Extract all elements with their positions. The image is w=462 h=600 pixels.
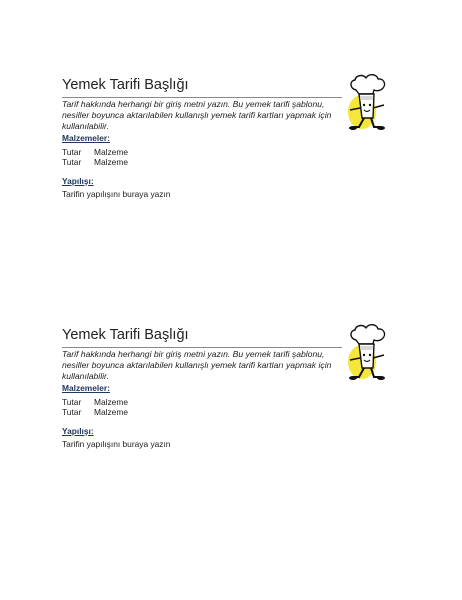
recipe-intro: Tarif hakkında herhangi bir giriş metni yazın. Bu yemek tarifi şablonu, nesiller boyunca aktarılabilen kullanışlı yemek tarifi kartları yapmak için kullanılabilir. [62, 99, 332, 132]
title-divider [62, 347, 342, 348]
ingredient-name: Malzeme [94, 397, 128, 407]
title-divider [62, 97, 342, 98]
ingredient-name: Malzeme [94, 157, 128, 167]
ingredient-row [62, 397, 128, 407]
ingredients-heading: Malzemeler: [62, 383, 110, 393]
recipe-card-1 [0, 70, 462, 320]
chef-clipart-icon [340, 322, 398, 382]
instructions-heading: Yapılışı: [62, 176, 94, 186]
ingredients-heading: Malzemeler: [62, 133, 110, 143]
chef-clipart-icon [340, 72, 398, 132]
recipe-intro: Tarif hakkında herhangi bir giriş metni yazın. Bu yemek tarifi şablonu, nesiller boyunca aktarılabilen kullanışlı yemek tarifi kartları yapmak için kullanılabilir. [62, 349, 332, 382]
ingredient-row [62, 147, 128, 157]
instructions-text: Tarifin yapılışını buraya yazın [62, 189, 171, 199]
instructions-heading: Yapılışı: [62, 426, 94, 436]
instructions-text: Tarifin yapılışını buraya yazın [62, 439, 171, 449]
ingredient-name: Malzeme [94, 407, 128, 417]
ingredient-amount: Tutar [62, 397, 82, 407]
ingredient-amount: Tutar [62, 147, 82, 157]
ingredient-amount: Tutar [62, 157, 82, 167]
ingredient-row [62, 407, 128, 417]
ingredient-amount: Tutar [62, 407, 82, 417]
ingredient-row [62, 157, 128, 167]
recipe-title: Yemek Tarifi Başlığı [62, 77, 189, 93]
recipe-card-2 [0, 320, 462, 570]
ingredient-name: Malzeme [94, 147, 128, 157]
recipe-title: Yemek Tarifi Başlığı [62, 327, 189, 343]
